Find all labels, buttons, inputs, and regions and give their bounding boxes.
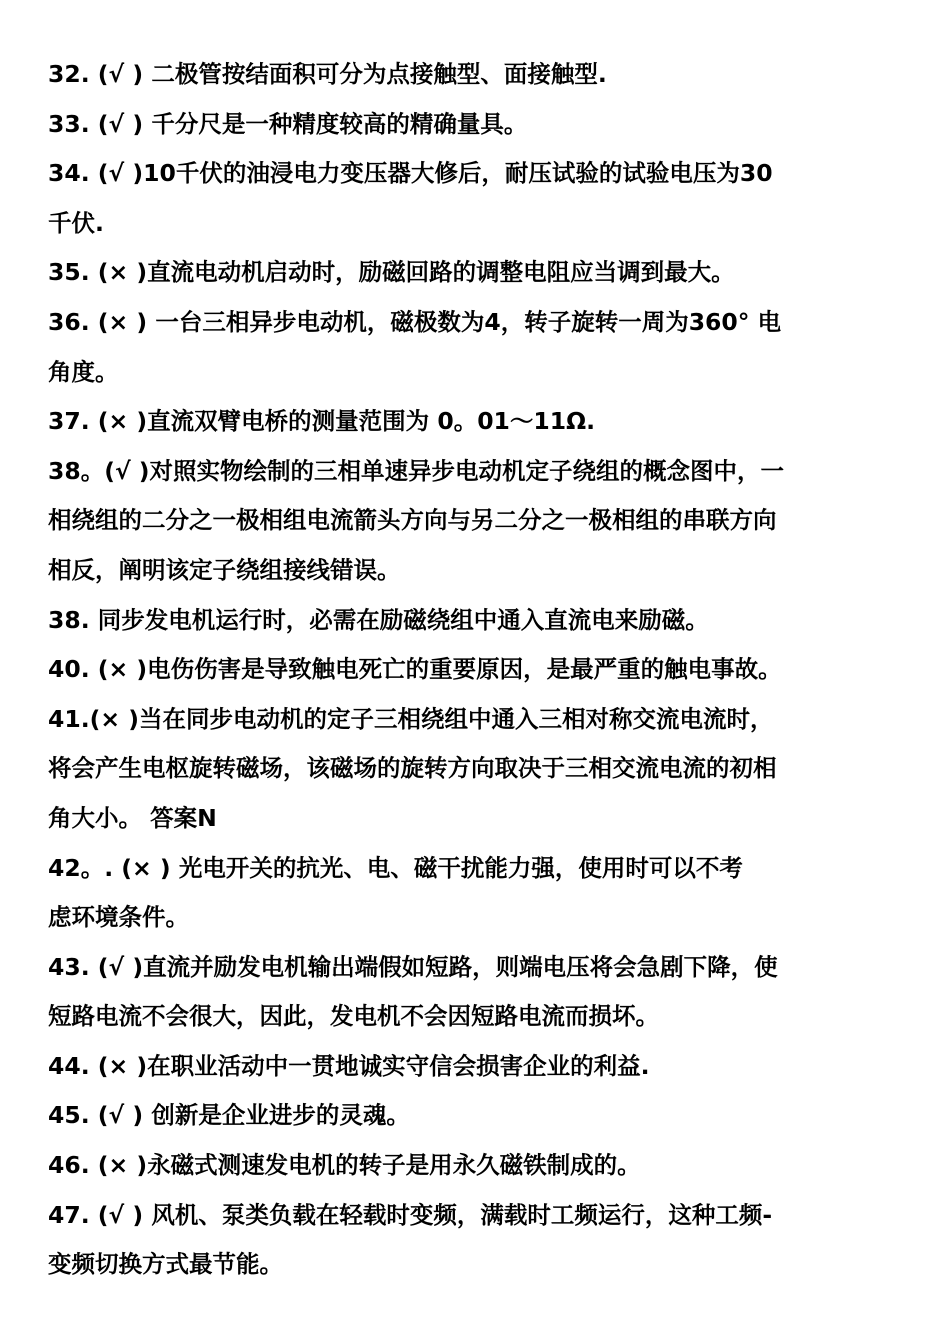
text-line: 变频切换方式最节能。 (48, 1250, 283, 1279)
text-line: 相绕组的二分之一极相组电流箭头方向与另二分之一极相组的串联方向 (48, 506, 777, 535)
text-line: 35. (× )直流电动机启动时，励磁回路的调整电阻应当调到最大。 (48, 258, 735, 287)
text-line: 角度。 (48, 357, 119, 386)
text-line: 42。. (× ) 光电开关的抗光、电、磁干扰能力强，使用时可以不考 (48, 853, 743, 882)
text-line: 虑环境条件。 (48, 903, 189, 932)
text-line: 38. 同步发电机运行时，必需在励磁绕组中通入直流电来励磁。 (48, 605, 709, 634)
text-line: 千伏. (48, 208, 104, 237)
text-line: 角大小。 答案N (48, 803, 217, 832)
text-line: 37. (× )直流双臂电桥的测量范围为 0。01～11Ω. (48, 407, 596, 436)
text-line: 45. (√ ) 创新是企业进步的灵魂。 (48, 1101, 410, 1130)
text-line: 36. (× ) 一台三相异步电动机，磁极数为4，转子旋转一周为360° 电 (48, 307, 782, 336)
text-line: 将会产生电枢旋转磁场，该磁场的旋转方向取决于三相交流电流的初相 (48, 754, 777, 783)
text-line: 34. (√ )10千伏的油浸电力变压器大修后，耐压试验的试验电压为30 (48, 159, 773, 188)
question-list (48, 56, 908, 1296)
text-line: 41.(× )当在同步电动机的定子三相绕组中通入三相对称交流电流时， (48, 704, 774, 733)
text-line: 46. (× )永磁式测速发电机的转子是用永久磁铁制成的。 (48, 1151, 641, 1180)
text-line: 47. (√ ) 风机、泵类负载在轻载时变频，满载时工频运行，这种工频- (48, 1200, 773, 1229)
text-line: 短路电流不会很大，因此，发电机不会因短路电流而损坏。 (48, 1002, 659, 1031)
text-line: 40. (× )电伤伤害是导致触电死亡的重要原因，是最严重的触电事故。 (48, 655, 782, 684)
text-line: 33. (√ ) 千分尺是一种精度较高的精确量具。 (48, 109, 528, 138)
text-line: 32. (√ ) 二极管按结面积可分为点接触型、面接触型. (48, 60, 607, 88)
text-line: 38。(√ )对照实物绘制的三相单速异步电动机定子绕组的概念图中，一 (48, 456, 785, 485)
text-line: 44. (× )在职业活动中一贯地诚实守信会损害企业的利益. (48, 1051, 650, 1080)
text-line: 相反，阐明该定子绕组接线错误。 (48, 555, 401, 584)
text-line: 43. (√ )直流并励发电机输出端假如短路，则端电压将会急剧下降，使 (48, 952, 778, 981)
